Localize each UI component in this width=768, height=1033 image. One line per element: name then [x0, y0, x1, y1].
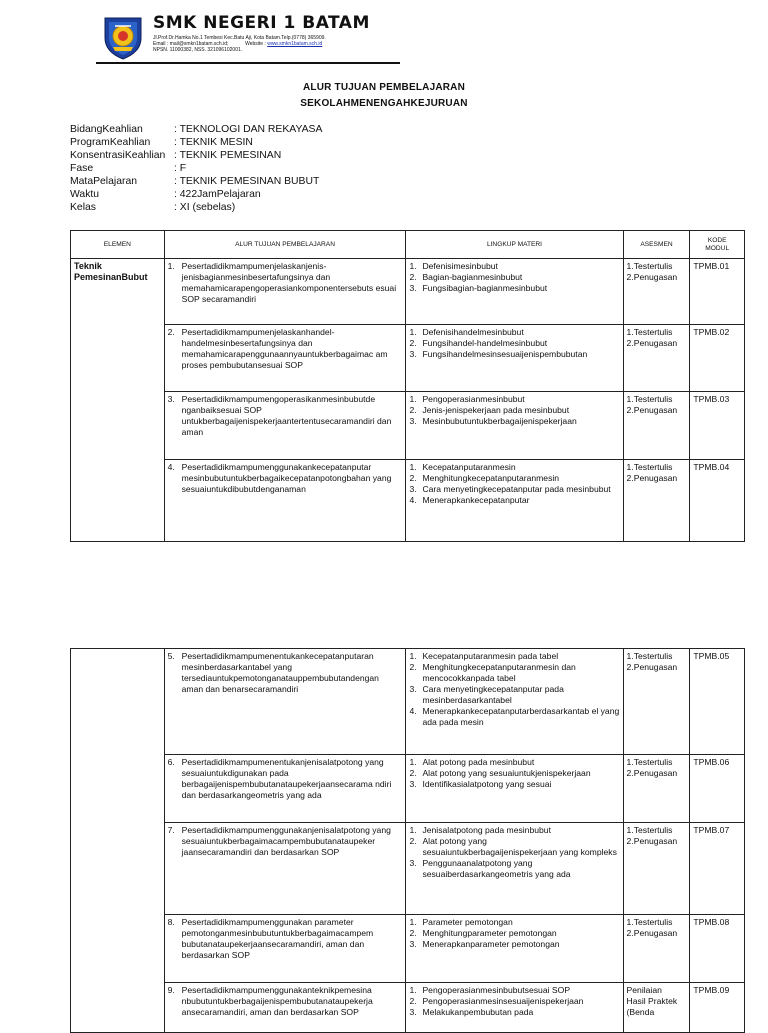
materi-text: Defenisimesinbubut [422, 261, 498, 271]
materi-cell [406, 823, 623, 915]
asesmen-cell [623, 755, 690, 823]
materi-text: Bagian-bagianmesinbubut [422, 272, 523, 282]
asesmen-cell [623, 983, 690, 1033]
materi-number: 2. [409, 768, 417, 778]
table-row [71, 259, 745, 325]
materi-number: 4. [409, 495, 417, 505]
kode-cell: TPMB.04 [690, 460, 745, 542]
materi-cell [406, 392, 623, 460]
materi-text: Cara menyetingkecepatanputar pada mesinbubut [422, 484, 611, 494]
materi-text: Kecepatanputaranmesin pada tabel [422, 651, 559, 661]
materi-number: 3. [409, 416, 417, 426]
elemen-name: Teknik PemesinanBubut [74, 261, 148, 282]
table-row [71, 823, 745, 915]
course-info-row [70, 123, 322, 136]
materi-number: 1. [409, 327, 417, 337]
kode-cell: TPMB.05 [690, 649, 745, 755]
atp-number: 2. [167, 327, 175, 337]
atp-table-continued [70, 648, 745, 1033]
course-info-row [70, 188, 322, 201]
atp-text: Pesertadidikmampumenjelaskanhandel-handelmesinbesertafungsinya dan memahamicarapenggunaannyauntukberbagaimac am proses pembubutansesuai SOP [181, 327, 388, 370]
atp-text: Pesertadidikmampumenggunakanteknikpemesina nbubutuntukberbagaijenispembubutanataupekerja ansecaramandiri, aman dan berdasarkan SOP [181, 985, 373, 1017]
materi-text: Menerapkankecepatanputar [422, 495, 530, 505]
materi-text: Cara menyetingkecepatanputar pada mesinberdasarkantabel [422, 684, 564, 705]
atp-number: 4. [167, 462, 175, 472]
materi-text: Fungsibagian-bagianmesinbubut [422, 283, 548, 293]
school-logo [101, 14, 145, 60]
kode-cell: TPMB.01 [690, 259, 745, 325]
materi-number: 3. [409, 283, 417, 293]
kode-cell: TPMB.09 [690, 983, 745, 1033]
materi-number: 2. [409, 272, 417, 282]
info-label: ProgramKeahlian [70, 137, 151, 148]
table-row [71, 983, 745, 1033]
header-lingkup: LINGKUP MATERI [406, 231, 623, 259]
materi-cell [406, 259, 623, 325]
table-row [71, 649, 745, 755]
atp-text: Pesertadidikmampumenggunakan parameter pemotonganmesinbubutuntukberbagaimacampem bubutanataupekerjaansecaramandiri, aman dan berdasarkan SOP [181, 917, 374, 960]
materi-number: 1. [409, 917, 417, 927]
header-kode-line1: KODE [707, 236, 727, 244]
materi-cell [406, 983, 623, 1033]
materi-number: 3. [409, 858, 417, 868]
atp-text: Pesertadidikmampumenentukanjenisalatpotong yang sesuaiuntukdigunakan pada berbagaijenispembubutanataupekerjaansecarama ndiri dan berdasarkangeometris yang ada [181, 757, 392, 800]
course-info-row [70, 201, 322, 214]
materi-text: Fungsihandel-handelmesinbubut [422, 338, 548, 348]
table-header-row [71, 231, 745, 259]
course-info-row [70, 175, 322, 188]
elemen-cell [71, 259, 165, 542]
materi-cell [406, 460, 623, 542]
info-value: : TEKNOLOGI DAN REKAYASA [174, 124, 323, 135]
course-info-row [70, 162, 322, 175]
materi-text: Menghitungparameter pemotongan [422, 928, 557, 938]
atp-text: Pesertadidikmampumengoperasikanmesinbubutde nganbaiksesuai SOP untukberbagaijenispekerjaantertentusecaramandiri dan aman [181, 394, 392, 437]
atp-number: 7. [167, 825, 175, 835]
materi-cell [406, 755, 623, 823]
materi-text: Menghitungkecepatanputaranmesin [422, 473, 560, 483]
asesmen-item: 2.Penugasan [626, 338, 678, 348]
info-value: : TEKNIK PEMESINAN BUBUT [174, 176, 320, 187]
materi-number: 3. [409, 1007, 417, 1017]
atp-text: Pesertadidikmampumenggunakankecepatanputar mesinbubutuntukberbagaikecepatanpotongbahan yang sesuaiuntukdibubutdenganaman [181, 462, 392, 494]
atp-cell [164, 325, 406, 392]
atp-cell [164, 983, 406, 1033]
info-label: Fase [70, 163, 94, 174]
kode-cell: TPMB.02 [690, 325, 745, 392]
materi-cell [406, 649, 623, 755]
materi-number: 2. [409, 928, 417, 938]
document-title: ALUR TUJUAN PEMBELAJARAN [302, 82, 466, 93]
table-row [71, 755, 745, 823]
materi-number: 2. [409, 836, 417, 846]
header-elemen: ELEMEN [71, 231, 165, 259]
materi-text: Alat potong yang sesuaiuntukjenispekerjaan [422, 768, 591, 778]
asesmen-cell [623, 259, 690, 325]
atp-number: 8. [167, 917, 175, 927]
materi-number: 3. [409, 684, 417, 694]
materi-number: 3. [409, 349, 417, 359]
materi-text: Jenis-jenispekerjaan pada mesinbubut [422, 405, 570, 415]
info-value: : XI (sebelas) [174, 202, 236, 213]
school-address: Jl.Prof.Dr.Hamka No.1 Tembesi Kec.Batu Aji, Kota Batam.Telp.(0778) 365909. [153, 35, 326, 41]
materi-number: 2. [409, 996, 417, 1006]
materi-text: Kecepatanputaranmesin [422, 462, 516, 472]
asesmen-item: 2.Penugasan [626, 836, 678, 846]
kode-cell: TPMB.08 [690, 915, 745, 983]
materi-cell [406, 915, 623, 983]
materi-number: 2. [409, 338, 417, 348]
asesmen-item: 2.Penugasan [626, 662, 678, 672]
materi-text: Fungsihandelmesinsesuaijenispembubutan [422, 349, 588, 359]
header-asesmen: ASESMEN [623, 231, 690, 259]
atp-cell [164, 649, 406, 755]
materi-text: Alat potong yang sesuaiuntukberbagaijenispekerjaan yang kompleks [422, 836, 617, 857]
asesmen-item: (Benda [626, 1007, 655, 1017]
asesmen-item: 1.Testertulis [626, 261, 673, 271]
asesmen-item: 1.Testertulis [626, 825, 673, 835]
materi-text: Identifikasialatpotong yang sesuai [422, 779, 552, 789]
materi-number: 4. [409, 706, 417, 716]
header-kode [690, 231, 745, 259]
materi-text: Melakukanpembubutan pada [422, 1007, 534, 1017]
materi-text: Pengoperasianmesinbubut [422, 394, 525, 404]
asesmen-item: 1.Testertulis [626, 462, 673, 472]
course-info [70, 123, 322, 214]
asesmen-item: 1.Testertulis [626, 757, 673, 767]
document-subtitle: SEKOLAHMENENGAHKEJURUAN [300, 98, 468, 109]
info-label: MataPelajaran [70, 176, 138, 187]
materi-text: Mesinbubutuntukberbagaijenispekerjaan [422, 416, 577, 426]
asesmen-cell [623, 915, 690, 983]
materi-text: Pengoperasianmesinbubutsesuai SOP [422, 985, 571, 995]
info-label: KonsentrasiKeahlian [70, 150, 166, 161]
header-kode-line2: MODUL [705, 244, 730, 252]
asesmen-item: 2.Penugasan [626, 473, 678, 483]
asesmen-item: 1.Testertulis [626, 327, 673, 337]
asesmen-item: Penilaian [626, 985, 662, 995]
info-label: BidangKeahlian [70, 124, 143, 135]
asesmen-cell [623, 649, 690, 755]
materi-text: Menerapkankecepatanputarberdasarkantab el yang ada pada mesin [422, 706, 620, 727]
materi-text: Menerapkanparameter pemotongan [422, 939, 560, 949]
table-row [71, 460, 745, 542]
atp-number: 5. [167, 651, 175, 661]
asesmen-item: 2.Penugasan [626, 768, 678, 778]
materi-number: 2. [409, 405, 417, 415]
atp-number: 9. [167, 985, 175, 995]
school-name: SMK NEGERI 1 BATAM [153, 13, 370, 33]
elemen-cell-empty [71, 649, 165, 1033]
materi-number: 1. [409, 757, 417, 767]
asesmen-item: 1.Testertulis [626, 651, 673, 661]
atp-table [70, 230, 745, 542]
atp-cell [164, 823, 406, 915]
materi-text: Alat potong pada mesinbubut [422, 757, 535, 767]
website-label: Website : [245, 41, 268, 47]
info-value: : TEKNIK PEMESINAN [174, 150, 282, 161]
table-row [71, 325, 745, 392]
materi-number: 1. [409, 825, 417, 835]
asesmen-item: 1.Testertulis [626, 394, 673, 404]
asesmen-cell [623, 460, 690, 542]
info-value: : TEKNIK MESIN [174, 137, 253, 148]
asesmen-cell [623, 823, 690, 915]
materi-text: Pengoperasianmesinsesuaijenispekerjaan [422, 996, 584, 1006]
materi-number: 2. [409, 473, 417, 483]
materi-number: 1. [409, 394, 417, 404]
atp-number: 1. [167, 261, 175, 271]
table-row [71, 915, 745, 983]
materi-text: Jenisalatpotong pada mesinbubut [422, 825, 551, 835]
kode-cell: TPMB.03 [690, 392, 745, 460]
materi-number: 1. [409, 651, 417, 661]
info-value: : 422JamPelajaran [174, 189, 261, 200]
materi-number: 1. [409, 261, 417, 271]
header-atp: ALUR TUJUAN PEMBELAJARAN [164, 231, 406, 259]
atp-number: 3. [167, 394, 175, 404]
info-label: Kelas [70, 202, 96, 213]
asesmen-item: Hasil Praktek [626, 996, 678, 1006]
materi-text: Menghitungkecepatanputaranmesin dan mencocokkanpada tabel [422, 662, 576, 683]
course-info-row [70, 149, 322, 162]
kode-cell: TPMB.06 [690, 755, 745, 823]
materi-number: 1. [409, 985, 417, 995]
materi-text: Defenisihandelmesinbubut [422, 327, 524, 337]
atp-cell [164, 460, 406, 542]
school-website-link[interactable]: www.smkn1batam.sch.id [267, 41, 323, 47]
school-email: Email : mail@smkn1batam.sch.id; [153, 41, 229, 47]
school-npsn: NPSN. 11000382, NSS. 321096102001. [153, 47, 243, 53]
atp-text: Pesertadidikmampumenggunakanjenisalatpotong yang sesuaiuntukberbagaimacampembubutanataupeker jaansecaramandiri dan berdasarkan SOP [181, 825, 391, 857]
atp-cell [164, 755, 406, 823]
materi-text: Parameter pemotongan [422, 917, 513, 927]
asesmen-item: 2.Penugasan [626, 272, 678, 282]
table-row [71, 392, 745, 460]
kode-cell: TPMB.07 [690, 823, 745, 915]
atp-text: Pesertadidikmampumenentukankecepatanputaran mesinberdasarkantabel yang tersediauntukpemotonganatauppembubutandengan aman dan benarsecaramandiri [181, 651, 379, 694]
materi-number: 3. [409, 779, 417, 789]
info-value: : F [174, 163, 187, 174]
materi-text: Penggunaanalatpotong yang sesuaiberdasarkangeometris yang ada [422, 858, 571, 879]
course-info-row [70, 136, 322, 149]
asesmen-cell [623, 392, 690, 460]
asesmen-item: 2.Penugasan [626, 405, 678, 415]
atp-cell [164, 259, 406, 325]
info-label: Waktu [70, 189, 100, 200]
atp-number: 6. [167, 757, 175, 767]
atp-cell [164, 392, 406, 460]
atp-text: Pesertadidikmampumenjelaskanjenis-jenisbagianmesinbesertafungsinya dan memahamicarapengoperasiankomponentersebuts esuai SOP secaramandiri [181, 261, 397, 304]
asesmen-item: 2.Penugasan [626, 928, 678, 938]
materi-number: 3. [409, 939, 417, 949]
materi-number: 2. [409, 662, 417, 672]
header-divider [96, 62, 400, 64]
materi-number: 3. [409, 484, 417, 494]
materi-number: 1. [409, 462, 417, 472]
asesmen-cell [623, 325, 690, 392]
atp-cell [164, 915, 406, 983]
asesmen-item: 1.Testertulis [626, 917, 673, 927]
materi-cell [406, 325, 623, 392]
